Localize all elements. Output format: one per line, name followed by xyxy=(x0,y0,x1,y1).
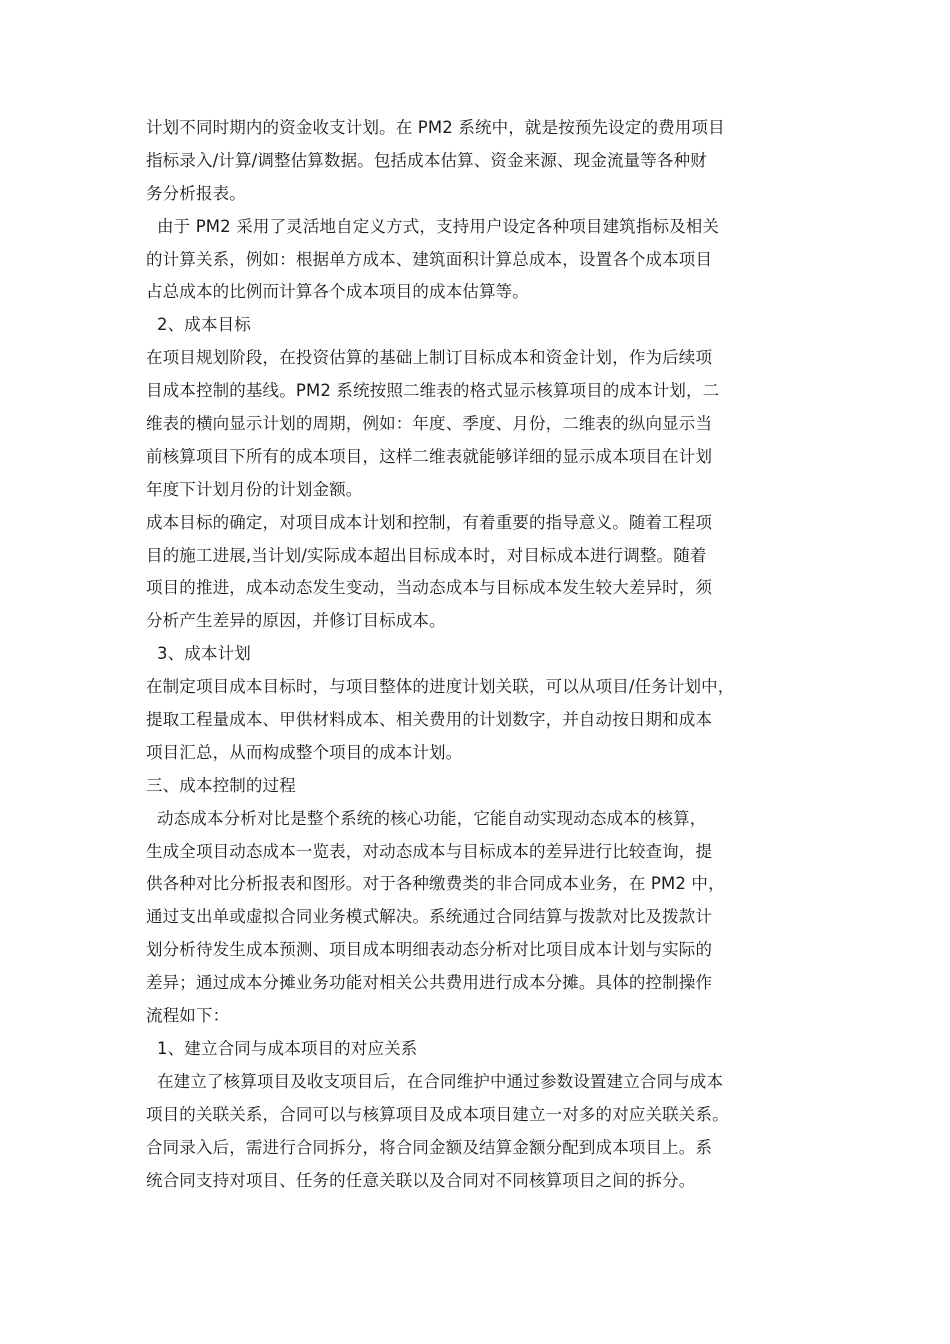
text-line: 目成本控制的基线。PM2 系统按照二维表的格式显示核算项目的成本计划，二 xyxy=(146,381,720,401)
text-line: 分析产生差异的原因，并修订目标成本。 xyxy=(146,611,446,631)
section-heading: 1、建立合同与成本项目的对应关系 xyxy=(157,1038,418,1058)
chapter-heading: 三、成本控制的过程 xyxy=(146,775,296,795)
text-line: 务分析报表。 xyxy=(146,183,246,203)
document-body xyxy=(146,112,816,1197)
text-line: 项目的推进，成本动态发生变动，当动态成本与目标成本发生较大差异时，须 xyxy=(146,578,713,598)
text-line: 指标录入/计算/调整估算数据。包括成本估算、资金来源、现金流量等各种财 xyxy=(146,150,707,170)
text-line: 供各种对比分析报表和图形。对于各种缴费类的非合同成本业务，在 PM2 中， xyxy=(146,874,725,894)
text-line: 的计算关系，例如：根据单方成本、建筑面积计算总成本，设置各个成本项目 xyxy=(146,249,713,269)
text-line: 在项目规划阶段，在投资估算的基础上制订目标成本和资金计划，作为后续项 xyxy=(146,348,713,368)
text-line: 差异；通过成本分摊业务功能对相关公共费用进行成本分摊。具体的控制操作 xyxy=(146,973,713,993)
paragraph-start: 成本目标的确定，对项目成本计划和控制，有着重要的指导意义。随着工程项 xyxy=(146,512,713,532)
text-line: 提取工程量成本、甲供材料成本、相关费用的计划数字，并自动按日期和成本 xyxy=(146,710,713,730)
paragraph-start: 动态成本分析对比是整个系统的核心功能，它能自动实现动态成本的核算， xyxy=(157,808,707,828)
text-line: 合同录入后，需进行合同拆分，将合同金额及结算金额分配到成本项目上。系 xyxy=(146,1137,713,1157)
text-line: 维表的横向显示计划的周期，例如：年度、季度、月份，二维表的纵向显示当 xyxy=(146,414,713,434)
text-line: 前核算项目下所有的成本项目，这样二维表就能够详细的显示成本项目在计划 xyxy=(146,446,713,466)
text-line: 占总成本的比例而计算各个成本项目的成本估算等。 xyxy=(146,282,529,302)
text-line: 年度下计划月份的计划金额。 xyxy=(146,479,363,499)
text-line: 统合同支持对项目、任务的任意关联以及合同对不同核算项目之间的拆分。 xyxy=(146,1170,696,1190)
text-line: 生成全项目动态成本一览表，对动态成本与目标成本的差异进行比较查询，提 xyxy=(146,841,713,861)
text-line: 项目的关联关系，合同可以与核算项目及成本项目建立一对多的对应关联关系。 xyxy=(146,1104,729,1124)
text-line: 项目汇总，从而构成整个项目的成本计划。 xyxy=(146,742,463,762)
section-heading: 2、成本目标 xyxy=(157,315,251,335)
paragraph-start: 在建立了核算项目及收支项目后，在合同维护中通过参数设置建立合同与成本 xyxy=(157,1071,724,1091)
text-line: 划分析待发生成本预测、项目成本明细表动态分析对比项目成本计划与实际的 xyxy=(146,940,713,960)
text-line: 流程如下： xyxy=(146,1006,230,1026)
text-line: 通过支出单或虚拟合同业务模式解决。系统通过合同结算与拨款对比及拨款计 xyxy=(146,907,713,927)
section-heading: 3、成本计划 xyxy=(157,644,251,664)
text-line: 在制定项目成本目标时，与项目整体的进度计划关联，可以从项目/任务计划中， xyxy=(146,677,735,697)
text-line: 目的施工进展,当计划/实际成本超出目标成本时，对目标成本进行调整。随着 xyxy=(146,545,707,565)
paragraph-start: 由于 PM2 采用了灵活地自定义方式，支持用户设定各种项目建筑指标及相关 xyxy=(157,216,720,236)
text-line: 计划不同时期内的资金收支计划。在 PM2 系统中，就是按预先设定的费用项目 xyxy=(146,118,725,137)
